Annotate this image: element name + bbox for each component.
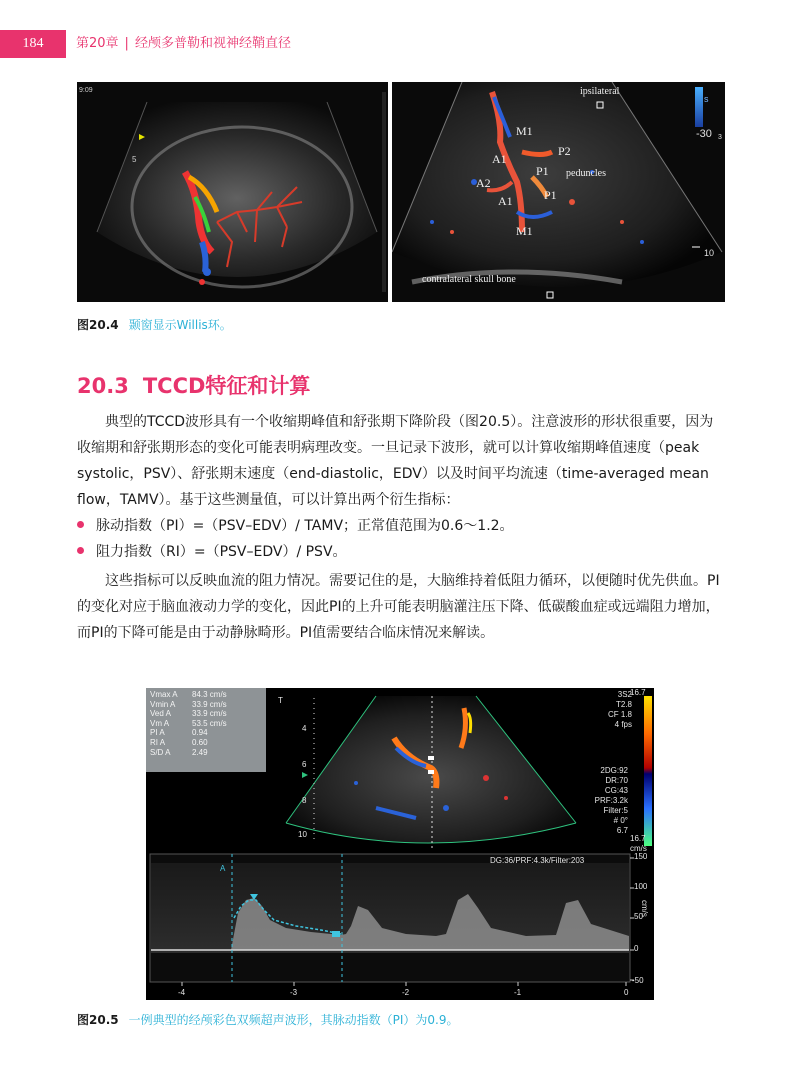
ultrasound-left-svg bbox=[77, 82, 388, 302]
meas-key: RI A bbox=[150, 737, 166, 747]
bullet-text-ri: 阻力指数（RI）=（PSV–EDV）/ PSV。 bbox=[96, 544, 347, 560]
figure-20-5-number: 图20.5 bbox=[77, 1013, 119, 1027]
velocity-tick-neg50: -50 bbox=[632, 976, 644, 985]
meas-key: S/D A bbox=[150, 747, 171, 757]
figure-20-4-right-image bbox=[392, 82, 725, 302]
label-a1-bottom: A1 bbox=[498, 194, 513, 208]
velocity-tick-150: 150 bbox=[634, 852, 648, 861]
chapter-title: 经颅多普勒和视神经鞘直径 bbox=[134, 36, 291, 51]
label-ipsilateral: ipsilateral bbox=[580, 86, 620, 97]
gate-label: A bbox=[220, 864, 226, 873]
section-title: TCCD特征和计算 bbox=[142, 374, 311, 398]
scale-subscript: 3 bbox=[718, 134, 722, 141]
meas-value: 33.9 cm/s bbox=[192, 709, 227, 719]
bullet-item-ri bbox=[77, 539, 347, 565]
param-line: PRF:3.2k bbox=[594, 796, 628, 805]
section-number: 20.3 bbox=[77, 374, 129, 398]
params-top bbox=[608, 690, 632, 730]
label-p2: P2 bbox=[558, 144, 571, 158]
figure-20-5-svg bbox=[146, 688, 654, 1000]
page-number: 184 bbox=[0, 30, 66, 58]
chapter-number: 第20章 bbox=[76, 36, 119, 51]
bullet-text-pi: 脉动指数（PI）=（PSV–EDV）/ TAMV；正常值范围为0.6～1.2。 bbox=[96, 518, 514, 534]
left-corner-time: 9:09 bbox=[79, 87, 93, 94]
depth-6: 6 bbox=[302, 760, 307, 769]
label-peduncles: peduncles bbox=[566, 168, 606, 179]
time-tick-3: -3 bbox=[290, 988, 298, 997]
color-scale-top: 16.7 bbox=[630, 688, 646, 697]
label-a1-top: A1 bbox=[492, 152, 507, 166]
param-line: 2DG:92 bbox=[600, 766, 628, 775]
color-scale-bottom: 16.7 bbox=[630, 834, 646, 843]
scale-s-label: s bbox=[704, 94, 709, 104]
param-line: CF 1.8 bbox=[607, 710, 632, 719]
header-divider: | bbox=[124, 36, 129, 51]
meas-value: 2.49 bbox=[192, 747, 208, 757]
label-contralateral: contralateral skull bone bbox=[422, 274, 516, 285]
label-a2: A2 bbox=[476, 176, 491, 190]
figure-20-4-left-image bbox=[77, 82, 388, 302]
bullet-dot bbox=[77, 547, 84, 554]
figure-20-4-text: 颞窗显示Willis环。 bbox=[128, 318, 232, 332]
meas-key: Vmax A bbox=[150, 690, 178, 699]
t-mark: T bbox=[278, 696, 283, 705]
scale-value: -30 bbox=[696, 128, 712, 140]
figure-20-4-number: 图20.4 bbox=[77, 318, 119, 332]
label-m1-top: M1 bbox=[516, 124, 533, 138]
param-line: 4 fps bbox=[614, 720, 632, 729]
paragraph-1: 典型的TCCD波形具有一个收缩期峰值和舒张期下降阶段（图20.5）。注意波形的形状很重要，因为收缩期和舒张期形态的变化可能表明病理改变。一旦记录下波形，就可以计算收缩期峰值速度（peak systolic，PSV）、舒张期末速度（end-diastolic，EDV）以及时间平均流速（time-averaged mean flow，TAMV）。基于这些测量值，可以计算出两个衍生指标： bbox=[77, 414, 714, 508]
time-tick-1: -1 bbox=[514, 988, 522, 997]
velocity-tick-100: 100 bbox=[634, 882, 648, 891]
figure-20-4-caption bbox=[77, 316, 232, 333]
label-p1-b: P1 bbox=[544, 188, 557, 202]
meas-value: 53.5 cm/s bbox=[192, 718, 227, 728]
paragraph-2: 这些指标可以反映血流的阻力情况。需要记住的是，大脑维持着低阻力循环，以便随时优先供血。PI的变化对应于脑血液动力学的变化，因此PI的上升可能表明脑灌注压下降、低碳酸血症或远端阻力增加，而PI的下降可能是由于动静脉畸形。PI值需要结合临床情况来解读。 bbox=[77, 573, 720, 641]
params-bottom bbox=[595, 766, 628, 836]
param-line: 6.7 bbox=[616, 826, 628, 835]
doppler-header: DG:36/PRF:4.3k/Filter:203 bbox=[490, 856, 585, 865]
depth-8: 8 bbox=[302, 796, 307, 805]
meas-value: 33.9 cm/s bbox=[192, 699, 227, 709]
depth-10: 10 bbox=[298, 830, 307, 839]
meas-value: 0.60 bbox=[192, 737, 208, 747]
velocity-unit: cm/s bbox=[640, 900, 649, 917]
time-tick-2: -2 bbox=[402, 988, 410, 997]
figure-20-5-image bbox=[146, 688, 654, 1000]
param-line: CG:43 bbox=[604, 786, 628, 795]
param-line: # 0° bbox=[613, 816, 628, 825]
velocity-tick-0: 0 bbox=[634, 944, 639, 953]
label-p1-a: P1 bbox=[536, 164, 549, 178]
param-line: DR:70 bbox=[605, 776, 628, 785]
meas-value: 84.3 cm/s bbox=[192, 690, 227, 699]
color-scale-unit: cm/s bbox=[630, 844, 647, 853]
bullet-dot bbox=[77, 521, 84, 528]
meas-key: Ved A bbox=[150, 709, 171, 719]
param-line: Filter:5 bbox=[603, 806, 628, 815]
section-heading bbox=[77, 370, 310, 400]
running-header bbox=[0, 30, 800, 58]
velocity-tick-50: 50 bbox=[634, 912, 643, 921]
param-line: 3S2 bbox=[617, 690, 632, 699]
param-line: T2.8 bbox=[615, 700, 632, 709]
time-tick-4: -4 bbox=[178, 988, 186, 997]
left-depth-mark: 5 bbox=[132, 155, 137, 164]
meas-key: Vm A bbox=[150, 718, 170, 728]
meas-key: Vmin A bbox=[150, 699, 176, 709]
time-tick-0: 0 bbox=[624, 988, 629, 997]
ultrasound-right-svg bbox=[392, 82, 725, 302]
figure-20-5-caption bbox=[77, 1011, 458, 1028]
depth-4: 4 bbox=[302, 724, 307, 733]
meas-value: 0.94 bbox=[192, 728, 208, 738]
depth-10: 10 bbox=[704, 248, 715, 258]
bullet-item-pi bbox=[77, 513, 514, 539]
label-m1-bottom: M1 bbox=[516, 224, 533, 238]
figure-20-5-text: 一例典型的经颅彩色双频超声波形，其脉动指数（PI）为0.9。 bbox=[128, 1013, 459, 1027]
meas-key: PI A bbox=[150, 728, 165, 738]
chapter-heading bbox=[76, 30, 291, 58]
